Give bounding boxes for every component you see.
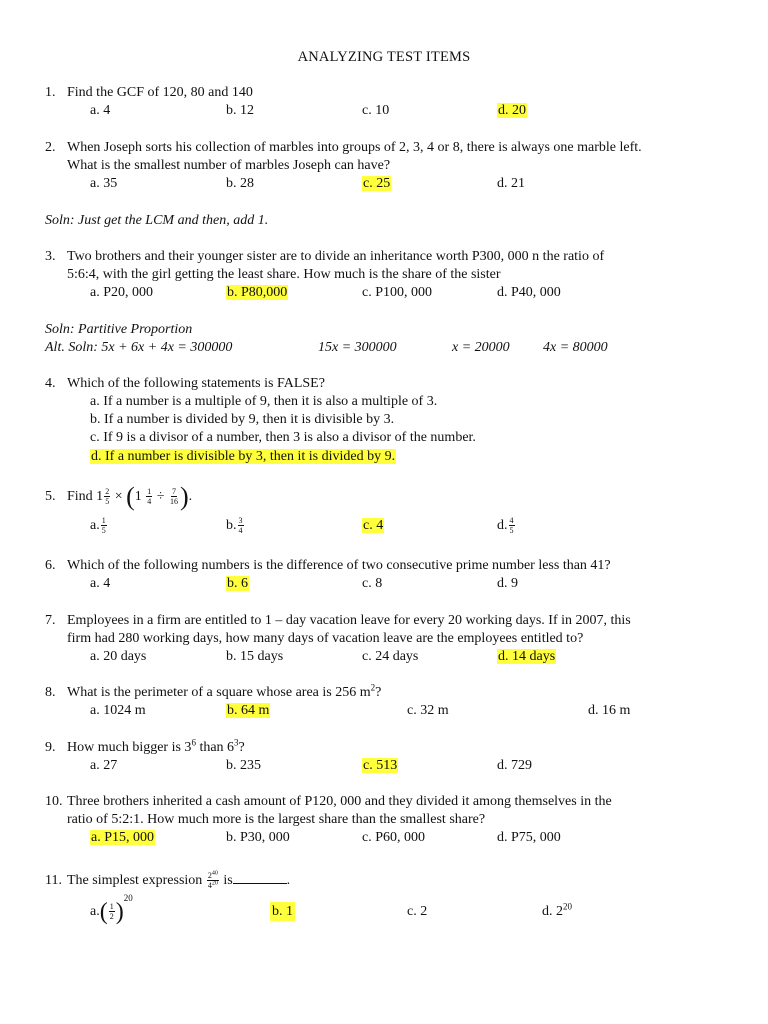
q5-f2-numerator: 1: [147, 487, 152, 497]
q4-number: 4.: [45, 376, 56, 391]
q4-text: Which of the following statements is FALSE?: [67, 376, 325, 391]
q11-option-d-exponent: 20: [563, 901, 572, 912]
q8-text: [67, 684, 381, 702]
q8-option-d: d. 16 m: [588, 703, 631, 718]
q11-option-c: c. 2: [407, 904, 428, 919]
q6-option-d: d. 9: [497, 576, 518, 591]
q5-f1-numerator: 2: [105, 487, 110, 497]
q3-number: 3.: [45, 249, 56, 264]
q3-solution-step3: 4x = 80000: [543, 340, 608, 355]
q8-question-mark: ?: [375, 685, 382, 700]
q11-option-d-text: d. 2: [542, 904, 563, 919]
q4-option-a: a. If a number is a multiple of 9, then it is also a multiple of 3.: [90, 394, 438, 409]
q10-line1: Three brothers inherited a cash amount of P120, 000 and they divided it among themselves in the: [67, 794, 612, 809]
q3-solution-step1: 15x = 300000: [318, 340, 397, 355]
q5-option-b-label: b.: [226, 518, 237, 533]
q5-option-d-fraction: [509, 516, 515, 535]
q5-fraction-7-16: [169, 487, 179, 506]
q5-find-label: Find 1: [67, 489, 104, 504]
q5-f3-numerator: 7: [171, 487, 176, 497]
q2-option-b: b. 28: [226, 176, 254, 191]
q11-answer-blank: [233, 871, 287, 884]
q9-option-a: a. 27: [90, 758, 118, 773]
q3-option-a: a. P20, 000: [90, 285, 153, 300]
q5-number: 5.: [45, 489, 56, 504]
q5-d-denominator: 5: [509, 526, 514, 536]
q9-option-d: d. 729: [497, 758, 532, 773]
q11-number: 11.: [45, 873, 62, 888]
q4-option-d-answer: d. If a number is divisible by 3, then it is divided by 9.: [91, 449, 396, 464]
q11-is-label: is: [219, 873, 233, 888]
q3-line1: Two brothers and their younger sister are to divide an inheritance worth P300, 000 n the ratio of: [67, 249, 605, 264]
q11-den-base: 4: [207, 881, 212, 891]
q11-num-exp: 40: [211, 870, 218, 877]
q8-option-a: a. 1024 m: [90, 703, 146, 718]
q7-line1: Employees in a firm are entitled to 1 – day vacation leave for every 20 working days. If in 2007, this: [67, 613, 631, 628]
q1-option-b: b. 12: [226, 103, 254, 118]
q11-option-a-label: a.: [90, 904, 100, 919]
q11-fraction: [207, 871, 219, 890]
q3-solution-step2: x = 20000: [452, 340, 510, 355]
q10-line2: ratio of 5:2:1. How much more is the largest share than the smallest share?: [67, 812, 486, 827]
q3-option-c: c. P100, 000: [362, 285, 432, 300]
q5-option-a-fraction: [101, 516, 107, 535]
q9-superscript-2: 3: [234, 737, 239, 748]
q9-question-mark: ?: [238, 740, 245, 755]
q9-text: [67, 739, 245, 757]
q6-text: Which of the following numbers is the difference of two consecutive prime number less than 41?: [67, 558, 611, 573]
q7-option-a: a. 20 days: [90, 649, 147, 664]
q5-b-denominator: 4: [238, 526, 243, 536]
q11-option-b-answer: b. 1: [272, 904, 293, 919]
q5-divide-sign: ÷: [156, 489, 165, 504]
q7-option-c: c. 24 days: [362, 649, 419, 664]
q2-line1: When Joseph sorts his collection of marbles into groups of 2, 3, 4 or 8, there is always one marble left.: [67, 140, 642, 155]
q3-line2: 5:6:4, with the girl getting the least share. How much is the share of the sister: [67, 267, 501, 282]
q3-option-b-answer: b. P80,000: [227, 285, 288, 300]
q5-f3-denominator: 16: [169, 497, 178, 507]
q5-expression: [67, 483, 192, 511]
q11-period: .: [286, 873, 291, 888]
q5-a-denominator: 5: [101, 526, 106, 536]
q9-number: 9.: [45, 740, 56, 755]
q11-num-base: 2: [207, 871, 212, 881]
q2-option-a: a. 35: [90, 176, 118, 191]
q1-number: 1.: [45, 85, 56, 100]
q5-period: .: [188, 489, 193, 504]
q10-option-c: c. P60, 000: [362, 830, 425, 845]
q5-option-a: [90, 512, 108, 540]
q10-option-a-answer: a. P15, 000: [91, 830, 154, 845]
q8-superscript: 2: [370, 682, 376, 693]
q6-option-c: c. 8: [362, 576, 383, 591]
q9-option-c-answer: c. 513: [363, 758, 398, 773]
q11-a-numerator: 1: [109, 902, 114, 912]
q1-option-a: a. 4: [90, 103, 111, 118]
q11-den-exp: 20: [211, 880, 218, 887]
q4-option-c: c. If 9 is a divisor of a number, then 3 is also a divisor of the number.: [90, 430, 476, 445]
q10-option-b: b. P30, 000: [226, 830, 290, 845]
q1-option-d-answer: d. 20: [498, 103, 526, 118]
q6-number: 6.: [45, 558, 56, 573]
q10-number: 10.: [45, 794, 63, 809]
q3-solution-alt: Alt. Soln: 5x + 6x + 4x = 300000: [45, 340, 233, 355]
page-title: ANALYZING TEST ITEMS: [297, 49, 471, 65]
q2-line2: What is the smallest number of marbles Joseph can have?: [67, 158, 391, 173]
q5-option-b: [226, 512, 245, 540]
q11-a-denominator: 2: [109, 912, 114, 922]
q5-times-sign: ×: [114, 489, 123, 504]
q7-option-b: b. 15 days: [226, 649, 284, 664]
q5-right-paren: ): [179, 481, 189, 511]
q11-text-pre: The simplest expression: [67, 873, 206, 888]
q7-line2: firm had 280 working days, how many days of vacation leave are the employees entitled to?: [67, 631, 584, 646]
q5-a-numerator: 1: [101, 516, 106, 526]
q5-option-b-fraction: [238, 516, 244, 535]
q5-f1-denominator: 5: [105, 497, 110, 507]
q5-option-c-answer: c. 4: [363, 518, 384, 533]
q1-text: Find the GCF of 120, 80 and 140: [67, 85, 253, 100]
q5-d-numerator: 4: [509, 516, 514, 526]
q1-option-c: c. 10: [362, 103, 390, 118]
q8-option-c: c. 32 m: [407, 703, 449, 718]
q9-option-b: b. 235: [226, 758, 261, 773]
q7-option-d-answer: d. 14 days: [498, 649, 556, 664]
q6-option-a: a. 4: [90, 576, 111, 591]
q5-option-d: [497, 512, 516, 540]
q9-superscript-1: 6: [191, 737, 196, 748]
q8-option-b-answer: b. 64 m: [227, 703, 270, 718]
q11-denominator: [207, 881, 219, 890]
q5-fraction-1-4: [146, 487, 152, 506]
q3-option-d: d. P40, 000: [497, 285, 561, 300]
q5-left-paren: (: [126, 481, 135, 511]
q2-solution: Soln: Just get the LCM and then, add 1.: [45, 213, 269, 228]
q5-whole-one: 1: [134, 489, 142, 504]
q11-text: [67, 867, 290, 895]
q11-option-a: a.( $\frac{1}{2}$ )$^{20}$: [90, 893, 133, 925]
q2-option-d: d. 21: [497, 176, 525, 191]
q7-number: 7.: [45, 613, 56, 628]
q8-text-main: What is the perimeter of a square whose area is 256 m: [67, 685, 371, 700]
q2-option-c-answer: c. 25: [363, 176, 391, 191]
q6-option-b-answer: b. 6: [227, 576, 248, 591]
q10-option-d: d. P75, 000: [497, 830, 561, 845]
q9-text-mid: than 6: [195, 740, 235, 755]
q11-option-a-fraction: [109, 902, 115, 921]
q5-option-a-label: a.: [90, 518, 100, 533]
q11-option-d: [542, 903, 572, 921]
q5-fraction-2-5: [104, 487, 110, 506]
q5-f2-denominator: 4: [147, 497, 152, 507]
q4-option-b: b. If a number is divided by 9, then it is divisible by 3.: [90, 412, 395, 427]
q11-option-a-exponent: 20: [123, 893, 133, 904]
q5-option-d-label: d.: [497, 518, 508, 533]
q9-text-pre: How much bigger is 3: [67, 740, 192, 755]
q8-number: 8.: [45, 685, 56, 700]
q2-number: 2.: [45, 140, 56, 155]
q5-b-numerator: 3: [238, 516, 243, 526]
q3-solution-title: Soln: Partitive Proportion: [45, 322, 193, 337]
